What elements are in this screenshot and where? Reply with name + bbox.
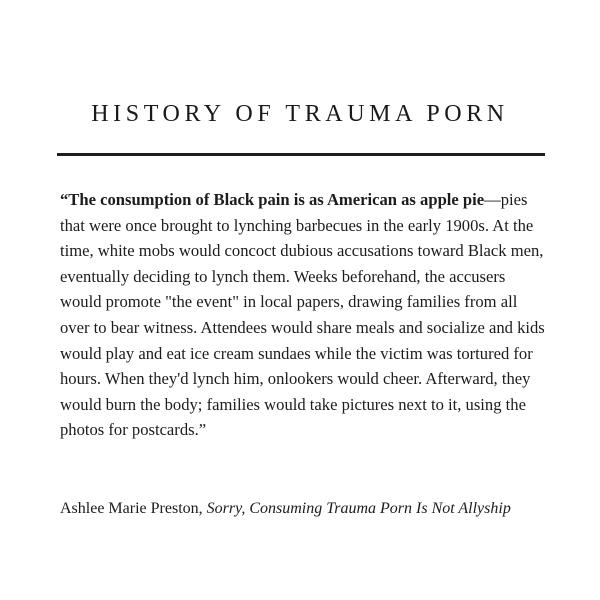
attribution [60,497,560,521]
quote-body [60,187,545,443]
title-divider [57,153,545,156]
quote-lead: “The consumption of Black pain is as American as apple pie [60,190,485,209]
quote-text: —pies that were once brought to lynching barbecues in the early 1900s. At the time, white mobs would concoct dubious accusations toward Black men, eventually deciding to lynch them. Weeks beforehand, the accusers would promote "the event" in local papers, drawing families from all over to bear witness. Attendees would share meals and socialize and kids would play and eat ice cream sundaes while the victim was tortured for hours. When they'd lynch him, onlookers would cheer. Afterward, they would burn the body; families would take pictures next to it, using the photos for postcards.” [60,190,545,440]
page-title: HISTORY OF TRAUMA PORN [91,101,509,127]
attribution-author: Ashlee Marie Preston, [60,500,207,517]
attribution-work: Sorry, Consuming Trauma Porn Is Not Allyship [206,500,511,517]
